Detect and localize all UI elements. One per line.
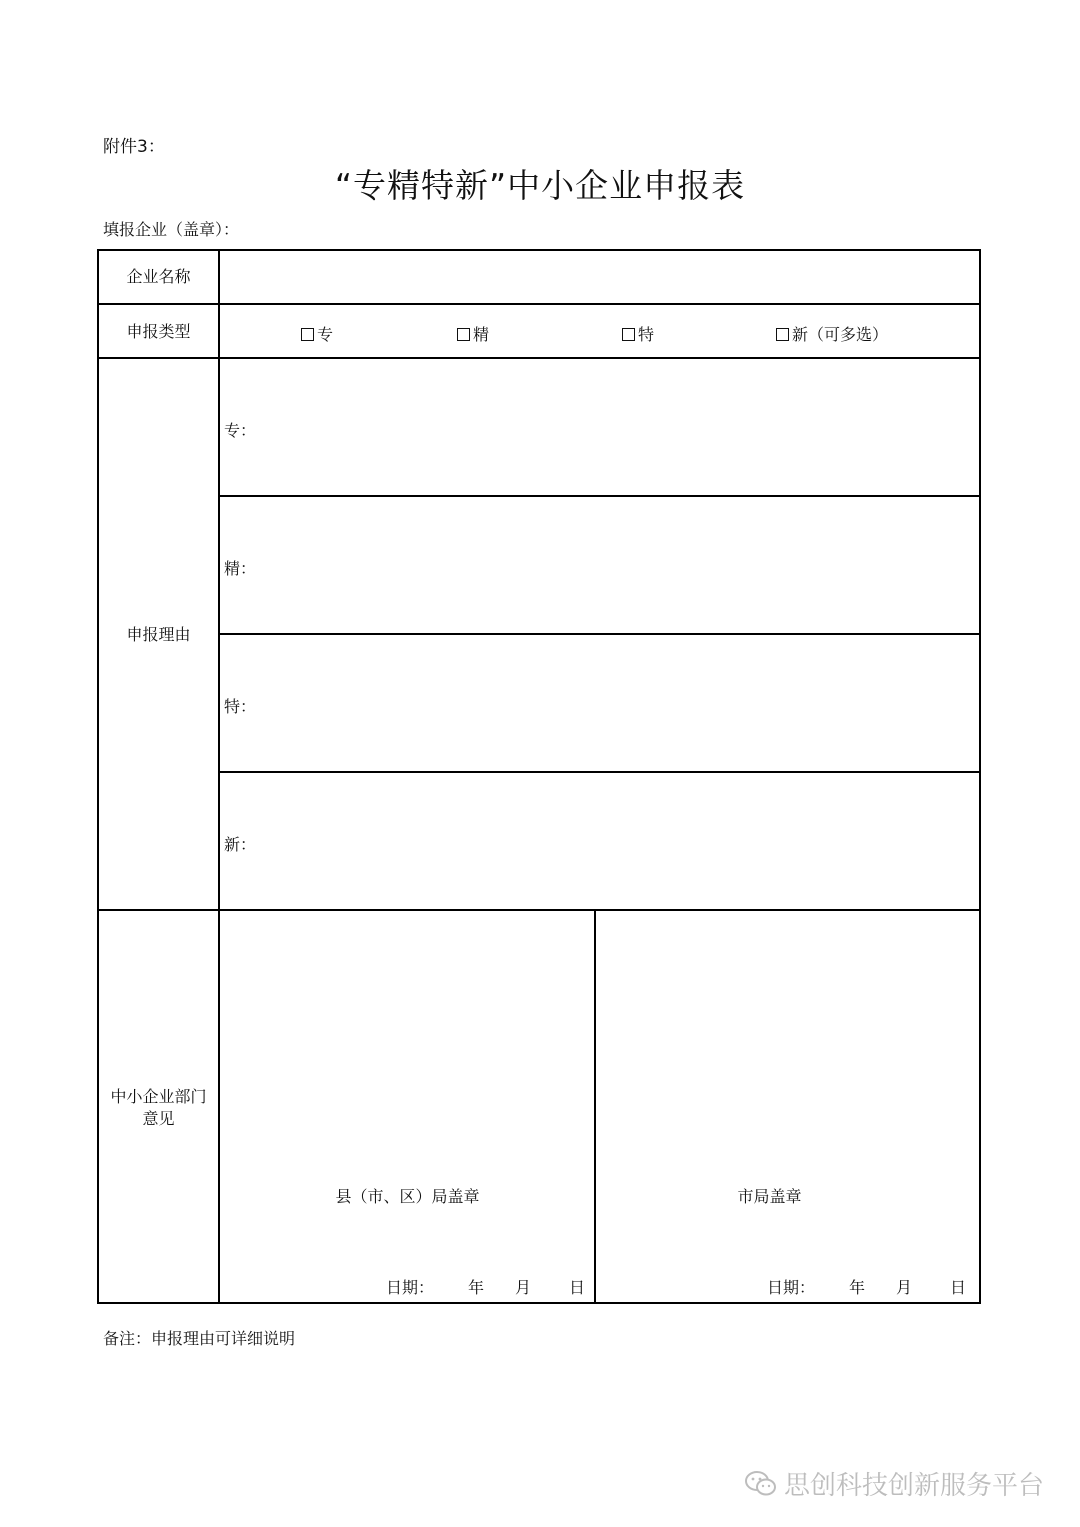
reason-zhuan[interactable]: 专：: [224, 421, 257, 440]
row-divider: [97, 909, 981, 911]
type-option-te[interactable]: 特: [622, 322, 654, 345]
watermark: [744, 1465, 1044, 1502]
checkbox-icon: [457, 328, 470, 341]
city-seal-label: 市局盖章: [737, 1187, 802, 1206]
column-divider: [594, 909, 596, 1304]
reason-te[interactable]: 特：: [224, 697, 257, 716]
day-label: 日: [569, 1278, 586, 1297]
date-label: 日期：: [767, 1278, 816, 1297]
type-option-xin[interactable]: 新（可多选）: [776, 322, 888, 345]
row-divider: [97, 357, 981, 359]
wechat-icon: [744, 1470, 778, 1498]
reason-xin[interactable]: 新：: [224, 835, 257, 854]
row-divider: [219, 633, 981, 635]
row-divider: [97, 303, 981, 305]
table-border-top: [97, 249, 981, 251]
column-divider: [218, 249, 220, 1304]
year-label: 年: [468, 1278, 485, 1297]
reason-jing[interactable]: 精：: [224, 559, 257, 578]
filler-label: 填报企业（盖章）：: [103, 220, 240, 239]
row-divider: [219, 771, 981, 773]
opinion-label: 中小企业部门 意见: [110, 1087, 207, 1128]
remark-note: 备注：申报理由可详细说明: [103, 1329, 296, 1348]
type-option-zhuan[interactable]: 专: [301, 322, 333, 345]
watermark-text: 思创科技创新服务平台: [783, 1471, 1044, 1501]
month-label: 月: [515, 1278, 532, 1297]
reason-label: 申报理由: [126, 625, 191, 644]
checkbox-icon: [776, 328, 789, 341]
row-divider: [219, 495, 981, 497]
table-border-bottom: [97, 1302, 981, 1304]
page-title: “专精特新”中小企业申报表: [334, 166, 746, 205]
type-label: 申报类型: [126, 322, 191, 341]
company-name-label: 企业名称: [126, 267, 191, 286]
checkbox-icon: [301, 328, 314, 341]
checkbox-icon: [622, 328, 635, 341]
company-name-field[interactable]: [221, 252, 978, 302]
date-label: 日期：: [386, 1278, 435, 1297]
table-border-right: [979, 249, 981, 1304]
county-seal-label: 县（市、区）局盖章: [335, 1187, 480, 1206]
type-option-jing[interactable]: 精: [457, 322, 489, 345]
day-label: 日: [950, 1278, 967, 1297]
year-label: 年: [849, 1278, 866, 1297]
attachment-label: 附件3：: [103, 137, 165, 157]
table-border-left: [97, 249, 99, 1304]
month-label: 月: [896, 1278, 913, 1297]
